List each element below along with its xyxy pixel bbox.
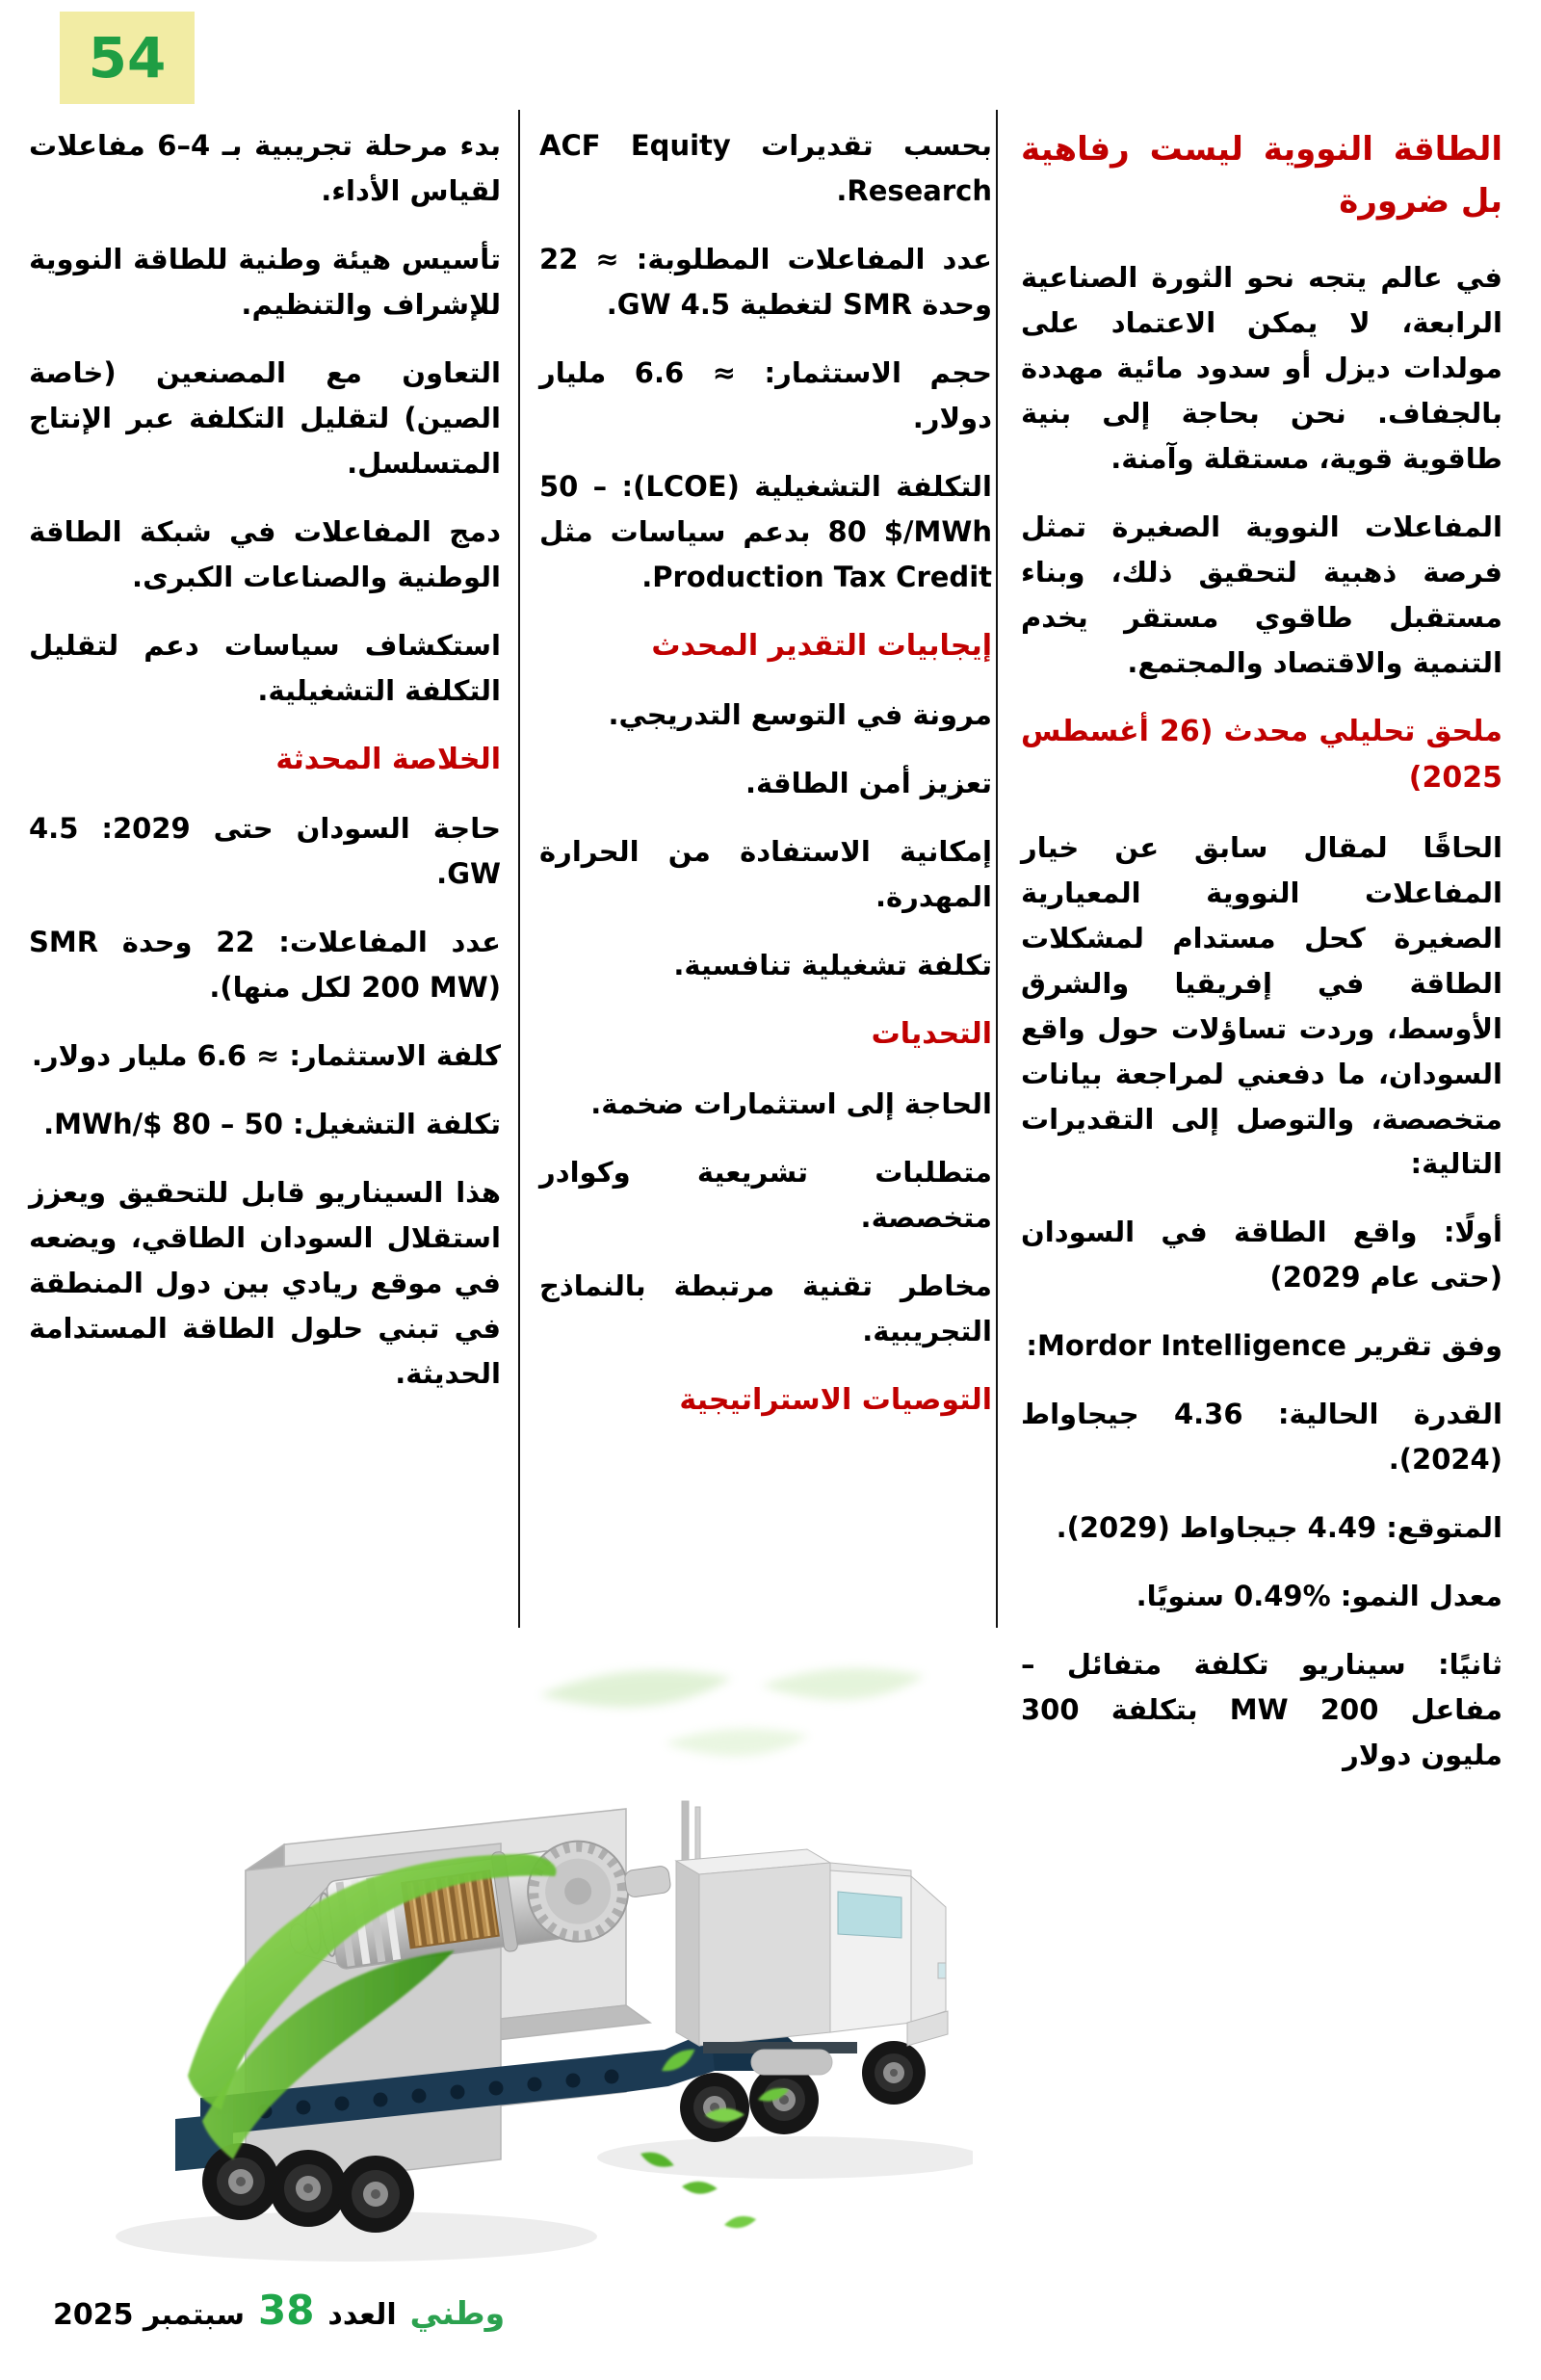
column-left (29, 123, 501, 1420)
section-heading-positives: إيجابيات التقدير المحدث (651, 628, 992, 663)
stat-reactor-count: عدد المفاعلات: 22 وحدة SMR (200 MW لكل منها). (29, 926, 501, 1005)
paragraph: وفق تقرير Mordor Intelligence: (1026, 1329, 1502, 1363)
list-item: تعزيز أمن الطاقة. (745, 767, 992, 800)
stat-expected-capacity: المتوقع: 4.49 جيجاواط (2029). (1056, 1511, 1502, 1545)
smr-truck-illustration (87, 1618, 973, 2292)
subheading-first: أولًا: واقع الطاقة في السودان (حتى عام 2029) (1021, 1216, 1502, 1295)
page-number-badge (60, 12, 195, 104)
list-item: بدء مرحلة تجريبية بـ 4–6 مفاعلات لقياس الأداء. (29, 129, 501, 207)
column-divider-right (996, 110, 998, 1628)
issue-date: سبتمبر 2025 (53, 2298, 245, 2332)
list-item: تأسيس هيئة وطنية للطاقة النووية للإشراف والتنظيم. (29, 242, 501, 321)
paragraph: الحاقًا لمقال سابق عن خيار المفاعلات النووية المعيارية الصغيرة كحل مستدام لمشكلات الطاقة في إفريقيا والشرق الأوسط، وردت تساؤلات حول واقع السودان، ما دفعني لمراجعة بيانات متخصصة، والتوصل إلى التقديرات التالية: (1021, 830, 1502, 1181)
issue-label: العدد (327, 2298, 397, 2332)
list-item: مرونة في التوسع التدريجي. (608, 698, 992, 732)
column-divider-left (518, 110, 520, 1628)
stat-reactor-count: عدد المفاعلات المطلوبة: ≈ 22 وحدة SMR لتغطية 4.5 GW. (539, 242, 992, 321)
paragraph: في عالم يتجه نحو الثورة الصناعية الرابعة، لا يمكن الاعتماد على مولدات ديزل أو سدود مائية مهددة بالجفاف. نحن بحاجة إلى بنية طاقوية قوية، مستقلة وآمنة. (1021, 260, 1502, 475)
list-item: تكلفة تشغيلية تنافسية. (673, 949, 992, 982)
stat-sudan-need: حاجة السودان حتى 2029: 4.5 GW. (29, 812, 501, 891)
list-item: متطلبات تشريعية وكوادر متخصصة. (539, 1155, 992, 1234)
list-item: الحاجة إلى استثمارات ضخمة. (590, 1086, 992, 1120)
faint-leaves (539, 1668, 925, 1756)
stat-investment-cost: كلفة الاستثمار: ≈ 6.6 مليار دولار. (31, 1039, 501, 1073)
page-footer (53, 2287, 506, 2334)
magazine-brand: وطني (409, 2294, 506, 2332)
section-heading-recommendations: التوصيات الاستراتيجية (679, 1382, 992, 1417)
article-title: الطاقة النووية ليست رفاهية بل ضرورة (1021, 130, 1502, 222)
column-right (1021, 123, 1502, 1801)
paragraph: بحسب تقديرات ACF Equity Research. (539, 129, 992, 207)
stat-investment: حجم الاستثمار: ≈ 6.6 مليار دولار. (539, 355, 993, 434)
stat-current-capacity: القدرة الحالية: 4.36 جيجاواط (2024). (1021, 1398, 1502, 1477)
paragraph: المفاعلات النووية الصغيرة تمثل فرصة ذهبية لتحقيق ذلك، وبناء مستقبل طاقوي مستقر يخدم التنمية والاقتصاد والمجتمع. (1021, 510, 1502, 679)
list-item: استكشاف سياسات دعم لتقليل التكلفة التشغيلية. (29, 628, 501, 707)
list-item: إمكانية الاستفادة من الحرارة المهدرة. (539, 835, 992, 914)
truck-cab (676, 1801, 948, 2075)
stat-lcoe: التكلفة التشغيلية (LCOE): 50 – 80 $/MWh بدعم سياسات مثل Production Tax Credit. (539, 469, 992, 593)
section-heading-summary: الخلاصة المحدثة (275, 742, 501, 776)
list-item: التعاون مع المصنعين (خاصة الصين) لتقليل التكلفة عبر الإنتاج المتسلسل. (29, 355, 501, 480)
subheading-second: ثانيًا: سيناريو تكلفة متفائل – مفاعل 200 MW بتكلفة 300 مليون دولار (1021, 1648, 1502, 1772)
stat-growth-rate: معدل النمو: %0.49 سنويًا. (1136, 1580, 1502, 1613)
section-heading-challenges: التحديات (871, 1017, 992, 1052)
column-middle (539, 123, 992, 1447)
page-number: 54 (88, 25, 167, 91)
issue-number: 38 (257, 2287, 315, 2334)
section-heading-appendix: ملحق تحليلي محدث (26 أغسطس 2025) (1021, 714, 1502, 796)
list-item: دمج المفاعلات في شبكة الطاقة الوطنية والصناعات الكبرى. (29, 514, 501, 593)
list-item: مخاطر تقنية مرتبطة بالنماذج التجريبية. (539, 1268, 992, 1347)
stat-operating-cost: تكلفة التشغيل: 50 – 80 $/MWh. (43, 1108, 501, 1141)
paragraph: هذا السيناريو قابل للتحقيق ويعزز استقلال السودان الطاقي، ويضعه في موقع ريادي بين دول المنطقة في تبني حلول الطاقة المستدامة الحديثة. (29, 1176, 501, 1390)
